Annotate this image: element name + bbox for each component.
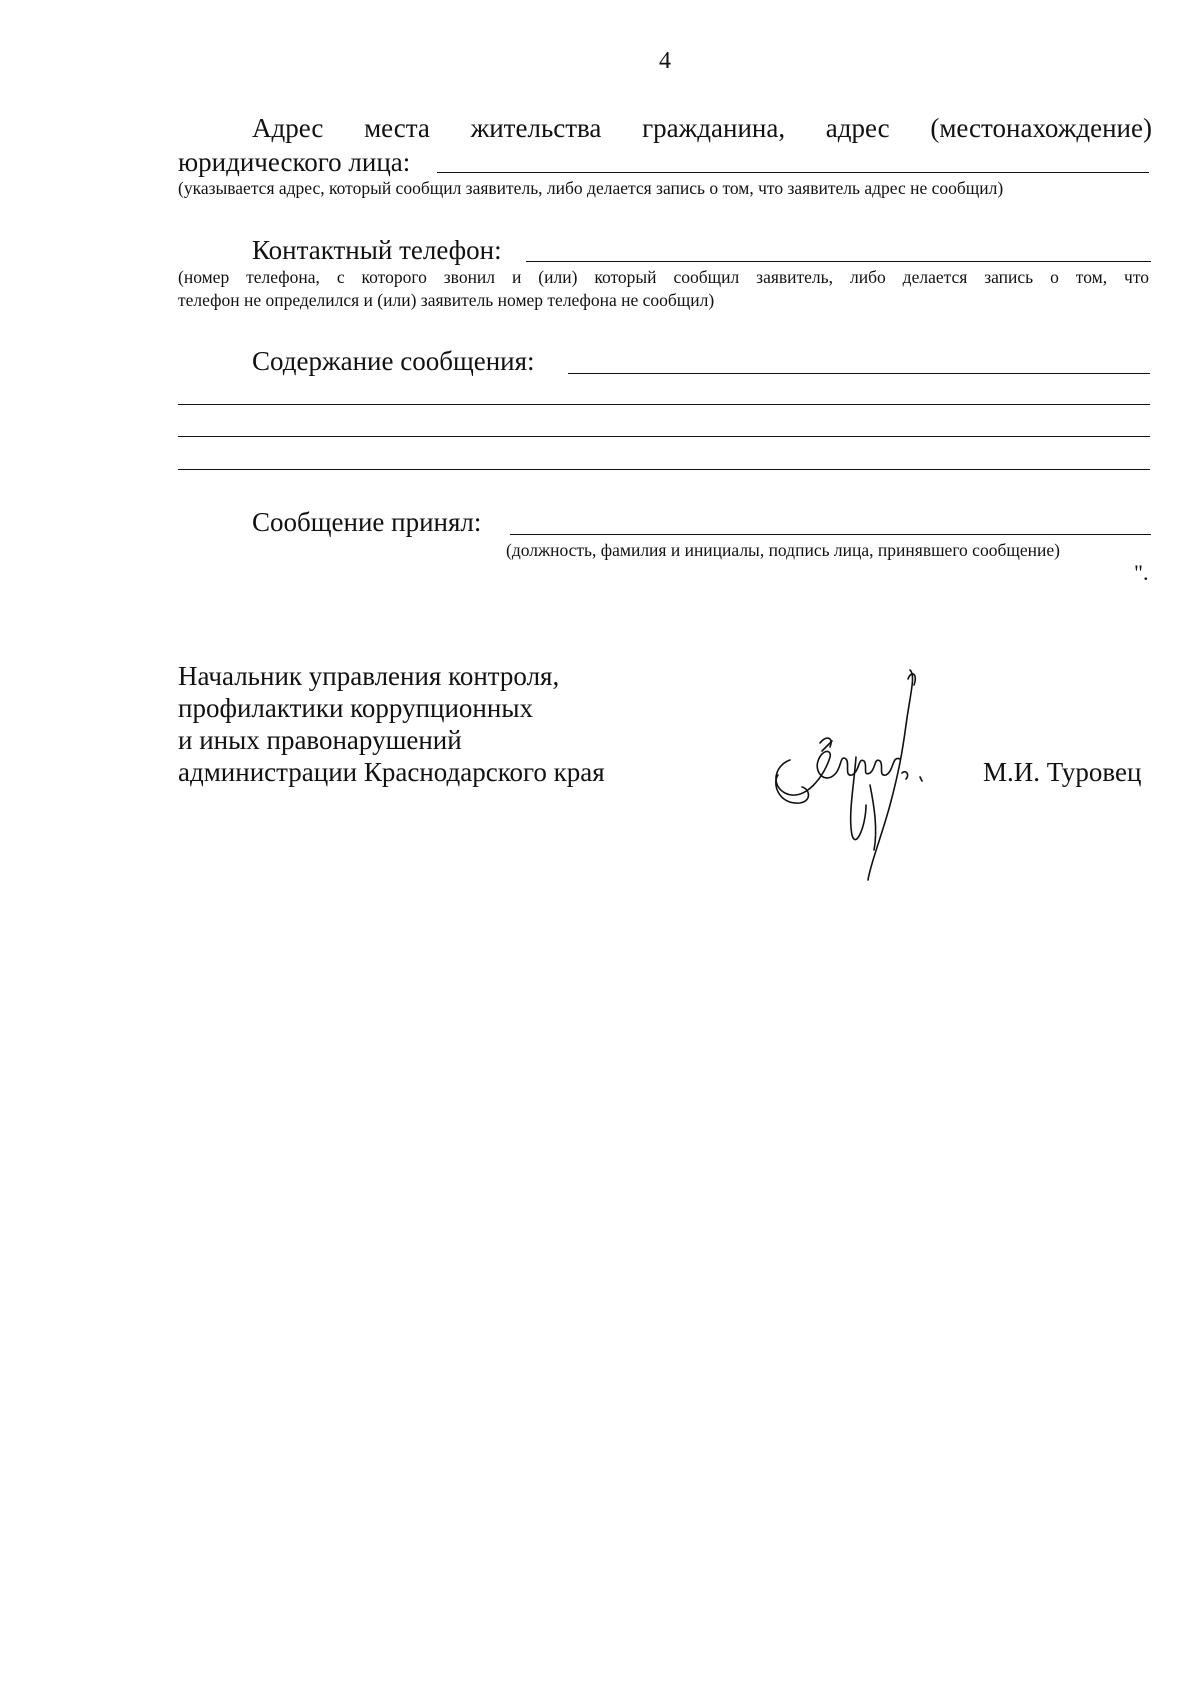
signatory-title-line: Начальник управления контроля,: [178, 661, 560, 691]
accepted-input-line[interactable]: [510, 534, 1151, 535]
signatory-title-line: администрации Краснодарского края: [178, 757, 605, 787]
content-input-line-1[interactable]: [568, 373, 1150, 374]
content-label: Содержание сообщения:: [252, 346, 535, 376]
phone-note-line2: телефон не определился и (или) заявитель номер телефона не сообщил): [178, 290, 715, 310]
phone-note-text: (номер телефона, с которого звонил и (или) который сообщил заявитель, либо делается запись о том, что: [178, 267, 1149, 287]
address-label-line1: [252, 112, 1152, 144]
signatory-title: [178, 660, 605, 788]
signatory-title-line: и иных правонарушений: [178, 725, 462, 755]
address-word: места: [364, 113, 430, 143]
address-input-line[interactable]: [437, 172, 1149, 173]
address-word: жительства: [470, 113, 602, 143]
content-input-line-2[interactable]: [178, 404, 1150, 405]
accepted-note: (должность, фамилия и инициалы, подпись лица, принявшего сообщение): [506, 540, 1060, 560]
address-word: адрес: [825, 113, 890, 143]
accepted-label: Сообщение принял:: [252, 507, 482, 537]
address-word: Адрес: [252, 113, 324, 143]
address-label-line2: юридического лица:: [178, 147, 411, 177]
phone-label: Контактный телефон:: [252, 235, 502, 265]
content-input-line-4[interactable]: [178, 469, 1150, 470]
address-word: гражданина,: [642, 113, 786, 143]
closing-quote: ".: [1134, 560, 1149, 585]
address-word: (местонахождение): [930, 113, 1152, 143]
signatory-title-line: профилактики коррупционных: [178, 693, 533, 723]
handwritten-signature: [770, 665, 970, 885]
page-number: 4: [659, 48, 671, 74]
phone-input-line[interactable]: [526, 261, 1151, 262]
phone-note-line1: [178, 266, 1149, 288]
signatory-name: М.И. Туровец: [983, 757, 1142, 787]
address-note: (указывается адрес, который сообщил заявитель, либо делается запись о том, что заявитель адрес не сообщил): [178, 178, 1004, 198]
content-input-line-3[interactable]: [178, 436, 1150, 437]
